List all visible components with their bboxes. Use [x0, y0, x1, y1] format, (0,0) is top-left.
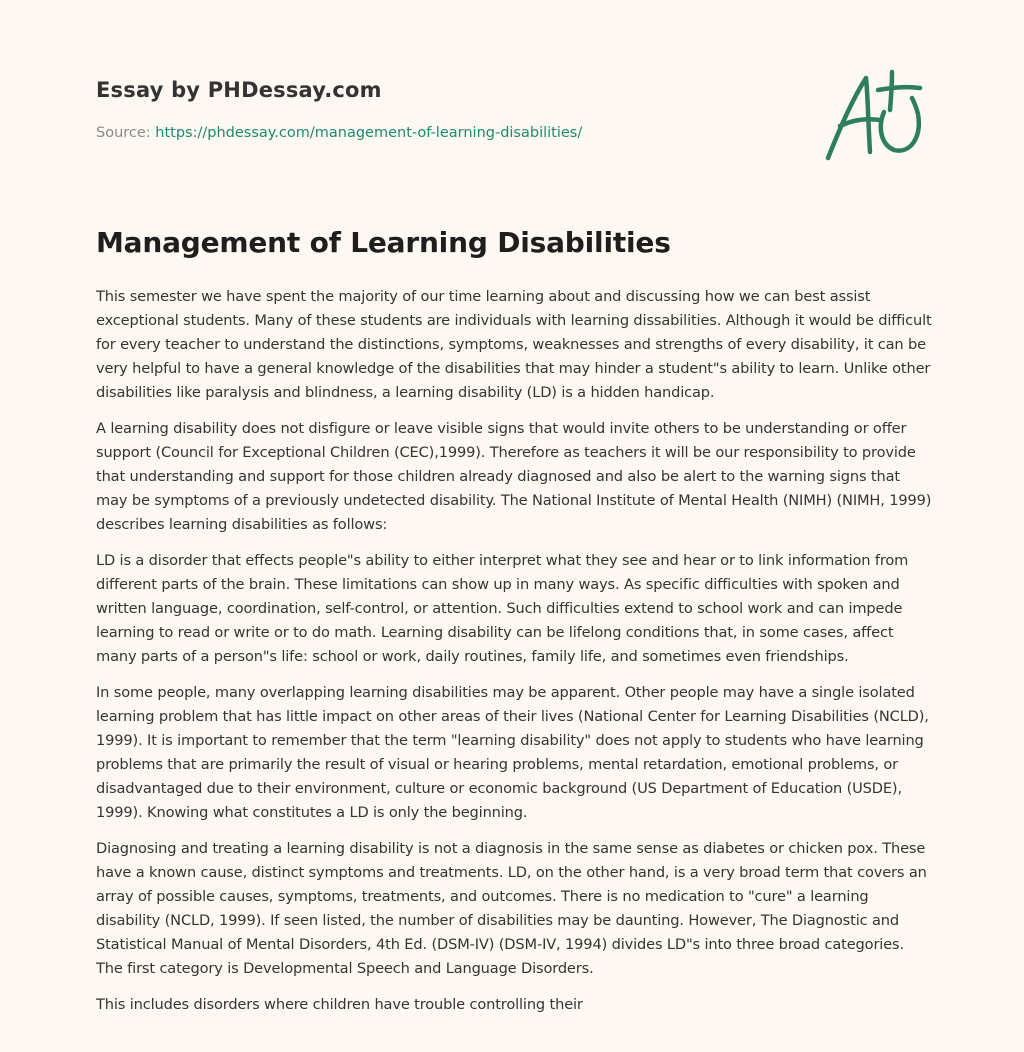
essay-paragraph: Diagnosing and treating a learning disability is not a diagnosis in the same sense as diabetes or chicken pox. These have a known cause, distinct symptoms and treatments. LD, on the other hand, is a very broad term that covers an array of possible causes, symptoms, treatments, and outcomes. There is no medication to "cure" a learning disability (NCLD, 1999). If seen listed, the number of disabilities may be daunting. However, The Diagnostic and Statistical Manual of Mental Disorders, 4th Ed. (DSM-IV) (DSM-IV, 1994) divides LD"s into three broad categories. The first category is Developmental Speech and Language Disorders. — [96, 840, 927, 977]
essay-paragraph: This semester we have spent the majority of our time learning about and discussing how we can best assist exceptional students. Many of these students are individuals with learning dissabilities. Although it would be difficult for every teacher to understand the distinctions, symptoms, weaknesses and strengths of every disability, it can be very helpful to have a general knowledge of the disabilities that may hinder a student"s ability to learn. Unlike other disabilities like paralysis and blindness, a learning disability (LD) is a hidden handicap. — [96, 288, 932, 401]
source-link[interactable]: https://phdessay.com/management-of-learning-disabilities/ — [155, 125, 583, 141]
essay-body — [96, 285, 932, 1029]
essay-paragraph: A learning disability does not disfigure or leave visible signs that would invite others to be understanding or offer support (Council for Exceptional Children (CEC),1999). Therefore as teachers it will be our responsibility to provide that understanding and support for those children already diagnosed and also be alert to the warning signs that may be symptoms of a previously undetected disability. The National Institute of Mental Health (NIMH) (NIMH, 1999) describes learning disabilities as follows: — [96, 420, 932, 533]
site-brand: Essay by PHDessay.com — [96, 78, 382, 102]
a-plus-logo-icon — [822, 68, 926, 164]
source-line — [96, 125, 582, 141]
essay-paragraph: This includes disorders where children have trouble controlling their — [96, 996, 583, 1013]
essay-paragraph: In some people, many overlapping learning disabilities may be apparent. Other people may have a single isolated learning problem that has little impact on other areas of their lives (National Center for Learning Disabilities (NCLD), 1999). It is important to remember that the term "learning disability" does not apply to students who have learning problems that are primarily the result of visual or hearing problems, mental retardation, emotional problems, or disadvantaged due to their environment, culture or economic background (US Department of Education (USDE), 1999). Knowing what constitutes a LD is only the beginning. — [96, 684, 929, 821]
essay-paragraph: LD is a disorder that effects people"s ability to either interpret what they see and hear or to link information from different parts of the brain. These limitations can show up in many ways. As specific difficulties with spoken and written language, coordination, self-control, or attention. Such difficulties extend to school work and can impede learning to read or write or to do math. Learning disability can be lifelong conditions that, in some cases, affect many parts of a person"s life: school or work, daily routines, family life, and sometimes even friendships. — [96, 552, 909, 665]
essay-title: Management of Learning Disabilities — [96, 226, 671, 259]
source-label: Source: — [96, 125, 156, 141]
